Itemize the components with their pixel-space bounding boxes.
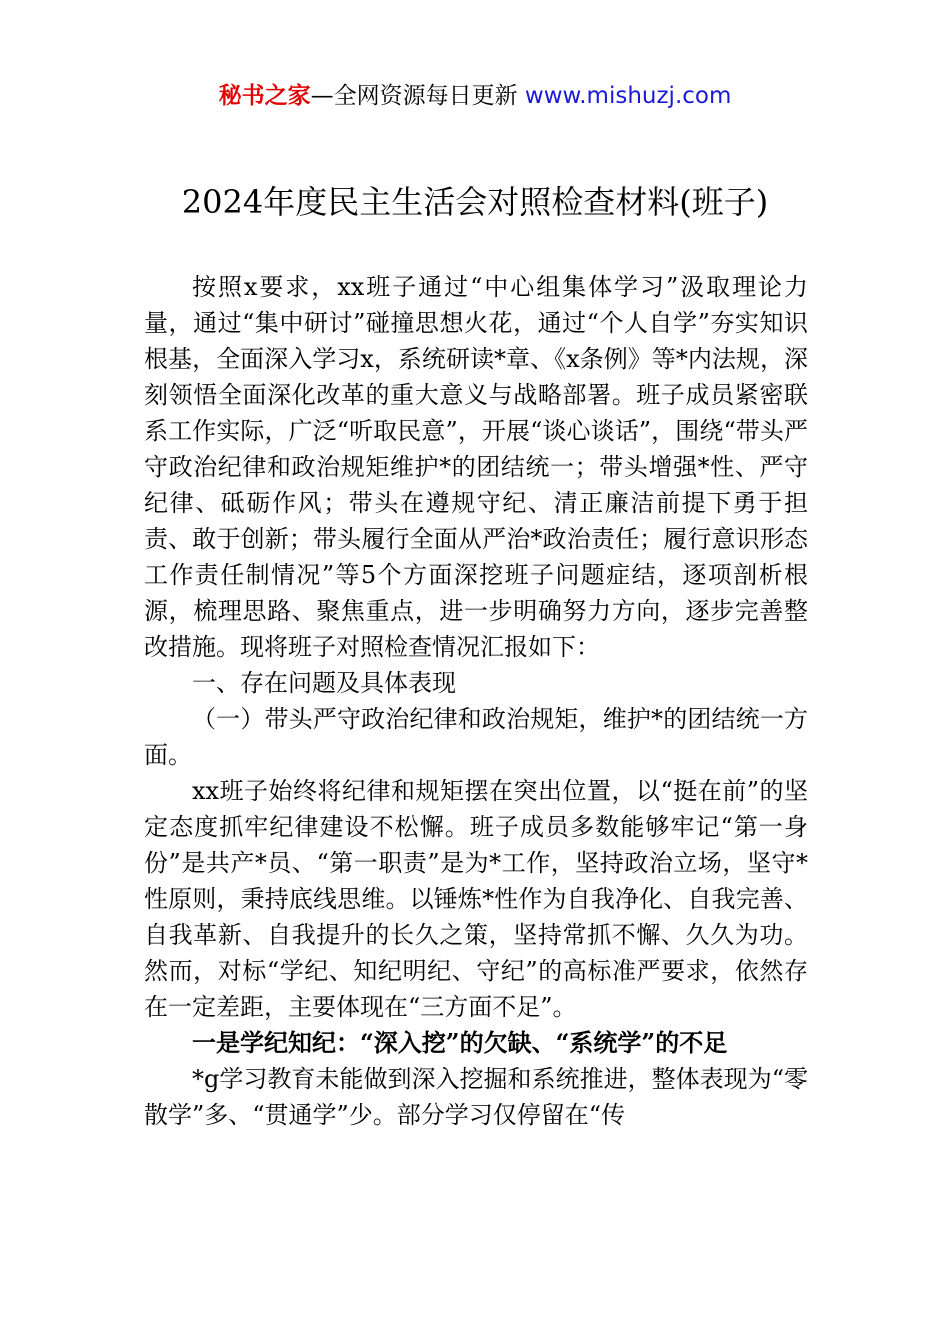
section-heading-1: 一、存在问题及具体表现	[192, 669, 456, 697]
point-heading-1: 一是学纪知纪：“深入挖”的欠缺、“系统学”的不足	[192, 1028, 728, 1057]
body-paragraph-study: *g学习教育未能做到深入挖掘和系统推进，整体表现为“零散学”多、“贯通学”少。部分学习仅停留在“传	[144, 1065, 808, 1129]
site-brand: 秘书之家	[218, 83, 311, 109]
site-tagline: —全网资源每日更新	[310, 83, 525, 109]
subsection-heading-1: （一）带头严守政治纪律和政治规矩，维护*的团结统一方面。	[144, 705, 808, 769]
site-url-link[interactable]: www.mishuzj.com	[524, 83, 732, 109]
document-body	[144, 269, 808, 1133]
site-header	[0, 80, 950, 112]
body-paragraph-intro: 按照x要求，xx班子通过“中心组集体学习”汲取理论力量，通过“集中研讨”碰撞思想火花，通过“个人自学”夯实知识根基，全面深入学习x，系统研读*章、《x条例》等*内法规，深刻领悟全面深化改革的重大意义与战略部署。班子成员紧密联系工作实际，广泛“听取民意”，开展“谈心谈话”，围绕“带头严守政治纪律和政治规矩维护*的团结统一；带头增强*性、严守纪律、砥砺作风；带头在遵规守纪、清正廉洁前提下勇于担责、敢于创新；带头履行全面从严治*政治责任；履行意识形态工作责任制情况”等5个方面深挖班子问题症结，逐项剖析根源，梳理思路、聚焦重点，进一步明确努力方向，逐步完善整改措施。现将班子对照检查情况汇报如下：	[144, 273, 808, 661]
document-title: 2024年度民主生活会对照检查材料(班子)	[181, 183, 769, 221]
body-paragraph-discipline: xx班子始终将纪律和规矩摆在突出位置，以“挺在前”的坚定态度抓牢纪律建设不松懈。班子成员多数能够牢记“第一身份”是共产*员、“第一职责”是为*工作，坚持政治立场，坚守*性原则，秉持底线思维。以锤炼*性作为自我净化、自我完善、自我革新、自我提升的长久之策，坚持常抓不懈、久久为功。然而，对标“学纪、知纪明纪、守纪”的高标准严要求，依然存在一定差距，主要体现在“三方面不足”。	[144, 777, 808, 1021]
